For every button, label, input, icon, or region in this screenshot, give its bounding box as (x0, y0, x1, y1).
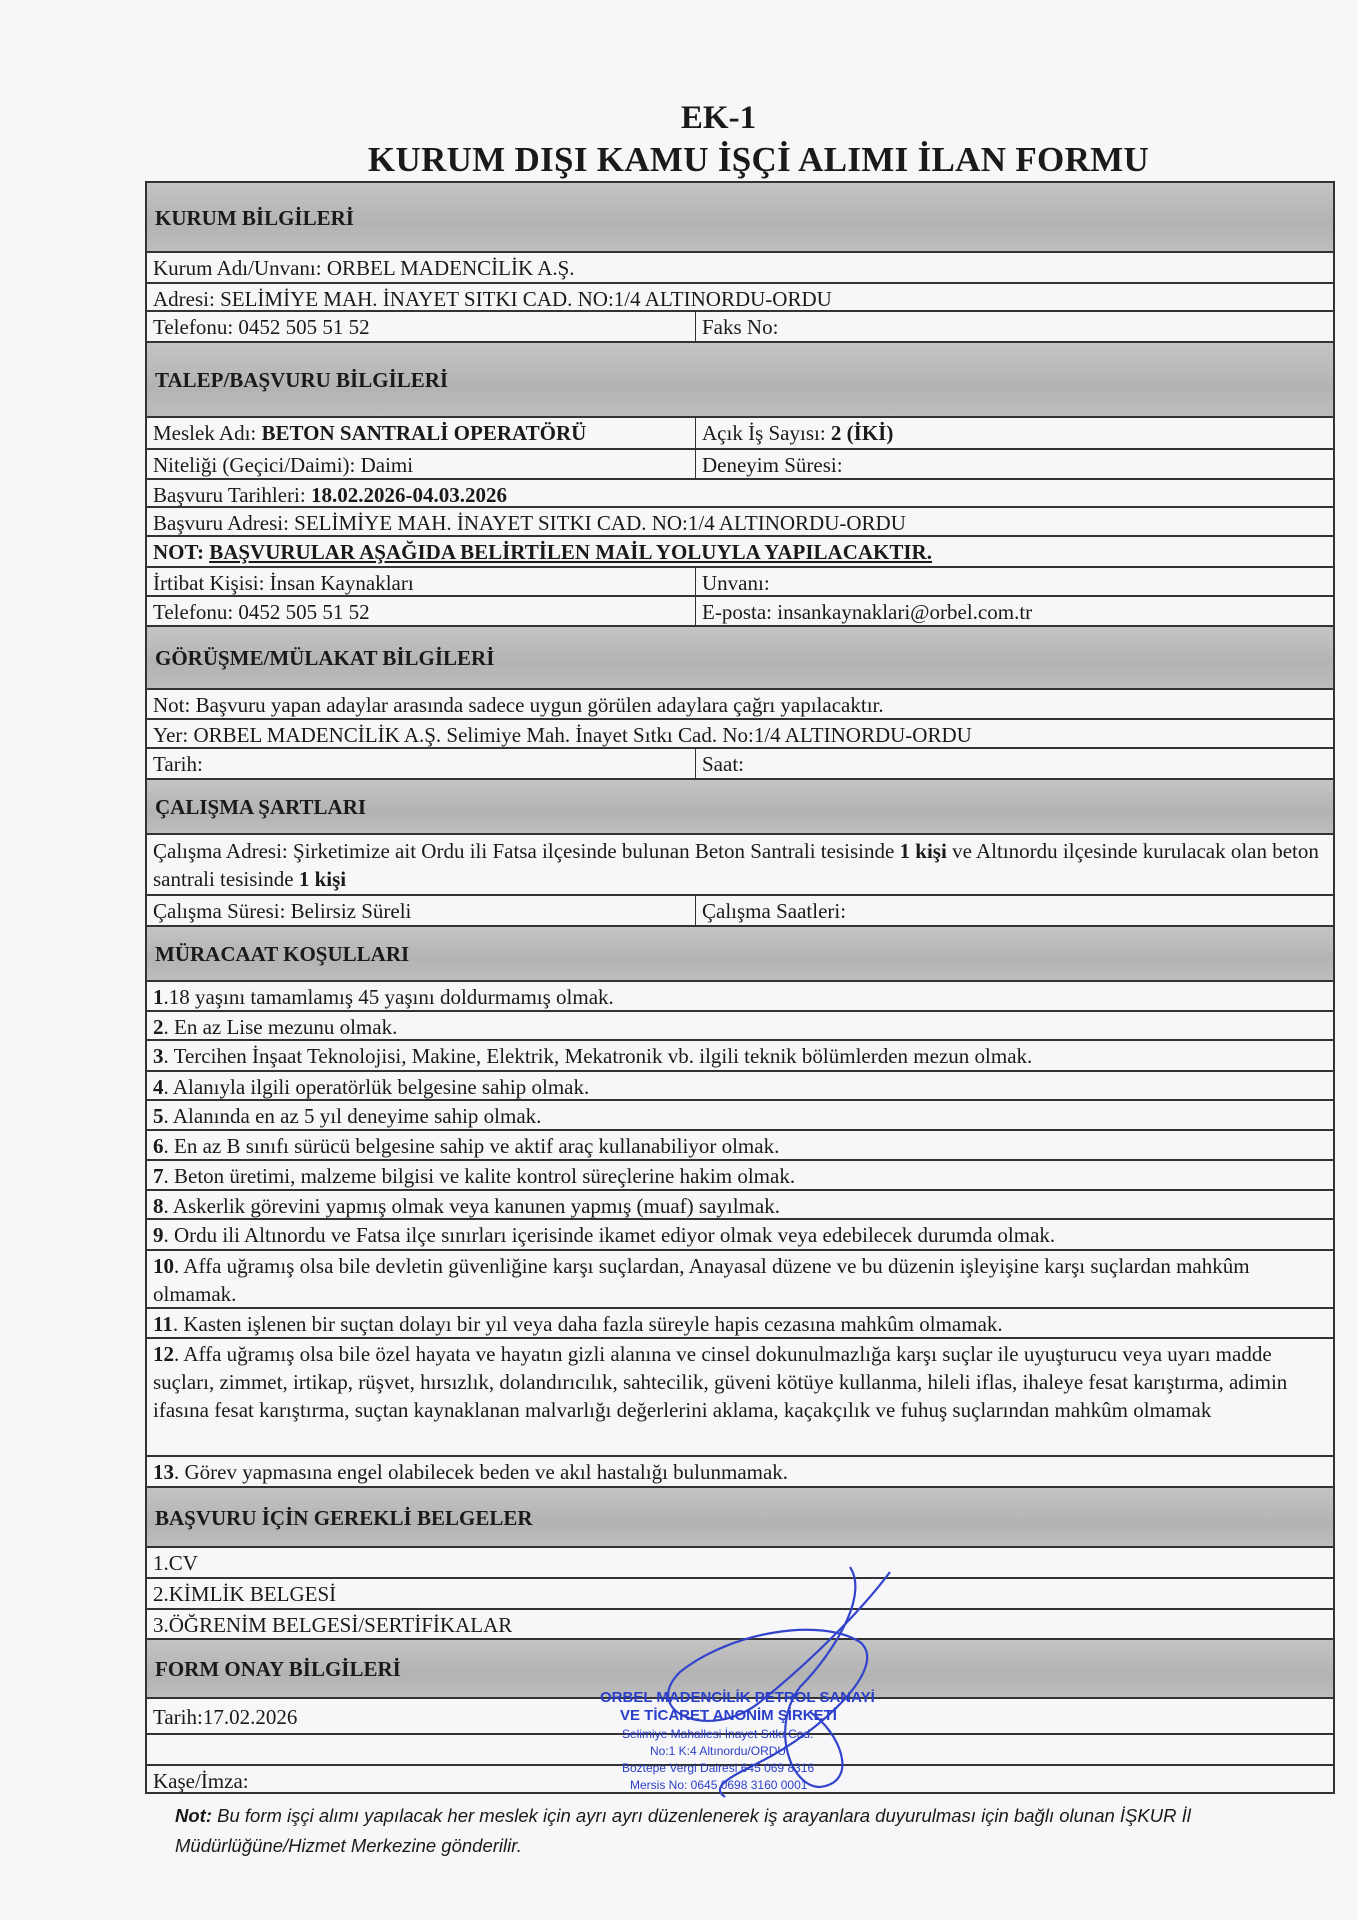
application-address: Başvuru Adresi: SELİMİYE MAH. İNAYET SITKI CAD. NO:1/4 ALTINORDU-ORDU (153, 511, 906, 535)
stamp-line: Boztepe Vergi Dairesi 645 069 8316 (622, 1761, 815, 1775)
work-duration: Çalışma Süresi: Belirsiz Süreli (147, 896, 696, 925)
open-positions: Açık İş Sayısı: 2 (İKİ) (702, 421, 894, 445)
condition-number: 9 (153, 1223, 164, 1247)
section-heading: BAŞVURU İÇİN GEREKLİ BELGELER (155, 1505, 533, 1530)
work-address: Çalışma Adresi: Şirketimize ait Ordu ili Fatsa ilçesinde bulunan Beton Santrali tesisinde 1 kişi ve Altınordu ilçesinde kurulacak olan beton santrali tesisinde 1 kişi (153, 839, 1319, 891)
contact-email: E-posta: insankaynaklari@orbel.com.tr (702, 600, 1033, 624)
section-calisma (147, 780, 1333, 835)
annex-label: EK-1 (680, 100, 757, 136)
section-heading: MÜRACAAT KOŞULLARI (155, 942, 410, 966)
condition-item (147, 1220, 1333, 1251)
document-item: 1.CV (153, 1551, 198, 1575)
condition-text: 13. Görev yapmasına engel olabilecek beden ve akıl hastalığı bulunmamak. (153, 1460, 789, 1484)
condition-text: 8. Askerlik görevini yapmış olmak veya kanunen yapmış (muaf) sayılmak. (153, 1194, 780, 1218)
condition-number: 10 (153, 1254, 174, 1278)
section-heading: KURUM BİLGİLERİ (155, 205, 354, 230)
condition-number: 4 (153, 1075, 164, 1099)
condition-text: 6. En az B sınıfı sürücü belgesine sahip ve aktif araç kullanabiliyor olmak. (153, 1134, 780, 1158)
job-name: Meslek Adı: BETON SANTRALİ OPERATÖRÜ (147, 418, 696, 448)
application-dates: Başvuru Tarihleri: 18.02.2026-04.03.2026 (153, 483, 507, 506)
page-title: KURUM DIŞI KAMU İŞÇİ ALIMI İLAN FORMU (367, 140, 1150, 179)
condition-text: 7. Beton üretimi, malzeme bilgisi ve kalite kontrol süreçlerine hakim olmak. (153, 1164, 796, 1188)
condition-text: 4. Alanıyla ilgili operatörlük belgesine sahip olmak. (153, 1075, 590, 1099)
condition-item (147, 1457, 1333, 1488)
condition-item (147, 1131, 1333, 1161)
condition-item (147, 1072, 1333, 1101)
section-belgeler (147, 1488, 1333, 1548)
job-name-value: BETON SANTRALİ OPERATÖRÜ (261, 421, 587, 445)
approval-empty-row (147, 1735, 1333, 1764)
stamp-line: ORBEL MADENCİLİK PETROL SANAYİ (600, 1689, 875, 1706)
condition-number: 1 (153, 985, 164, 1009)
approval-stamp-signature: Kaşe/İmza: (153, 1769, 249, 1792)
interview-place: Yer: ORBEL MADENCİLİK A.Ş. Selimiye Mah. İnayet Sıtkı Cad. No:1/4 ALTINORDU-ORDU (153, 723, 972, 747)
contact-phone: Telefonu: 0452 505 51 52 (147, 597, 696, 625)
institution-phone: Telefonu: 0452 505 51 52 (147, 312, 696, 341)
stamp-line: Mersis No: 0645 0698 3160 0001 (630, 1778, 808, 1792)
condition-item (147, 1041, 1333, 1072)
section-gorusme (147, 627, 1333, 690)
contact-person: İrtibat Kişisi: İnsan Kaynakları (147, 568, 696, 595)
contact-title: Unvanı: (702, 571, 770, 595)
condition-number: 12 (153, 1342, 174, 1366)
stamp-line: Selimiye Mahallesi İnayet Sıtkı Cad. (622, 1727, 814, 1741)
condition-item (147, 1161, 1333, 1191)
condition-item (147, 1191, 1333, 1220)
section-heading: FORM ONAY BİLGİLERİ (155, 1657, 401, 1681)
interview-time: Saat: (702, 752, 744, 776)
stamp-line: VE TİCARET ANONİM ŞİRKETİ (620, 1707, 837, 1724)
open-positions-value: 2 (İKİ) (830, 421, 894, 445)
section-heading: GÖRÜŞME/MÜLAKAT BİLGİLERİ (155, 646, 495, 670)
condition-number: 13 (153, 1460, 174, 1484)
document-item: 2.KİMLİK BELGESİ (153, 1582, 337, 1606)
condition-text: 3. Tercihen İnşaat Teknolojisi, Makine, Elektrik, Mekatronik vb. ilgili teknik bölümlerden mezun olmak. (153, 1044, 1033, 1068)
condition-text: 9. Ordu ili Altınordu ve Fatsa ilçe sınırları içerisinde ikamet ediyor olmak veya edebilecek durumda olmak. (153, 1223, 1056, 1247)
document-item: 3.ÖĞRENİM BELGESİ/SERTİFİKALAR (153, 1613, 513, 1637)
condition-text: 1.18 yaşını tamamlamış 45 yaşını doldurmamış olmak. (153, 985, 614, 1009)
condition-text: 11. Kasten işlenen bir suçtan dolayı bir yıl veya daha fazla süreyle hapis cezasına mahkûm olmamak. (153, 1312, 1003, 1336)
section-muracaat (147, 927, 1333, 982)
condition-text: 12. Affa uğramış olsa bile özel hayata ve hayatın gizli alanına ve cinsel dokunulmazlığa karşı suçlar ile uyuşturucu veya uyarı madde suçları, zimmet, irtikap, rüşvet, hırsızlık, dolandırıcılık, sahtecilik, güveni kötüye kullanma, hileli iflas, ihaleye fesat karıştırma, adimin ifasına fesat karıştırma, suçtan kaynaklanan malvarlığı değerlerini aklama, kaçakçılık ve fuhuş suçlarından mahkûm olmamak (153, 1342, 1288, 1422)
interview-note: Not: Başvuru yapan adaylar arasında sadece uygun görülen adaylara çağrı yapılacaktır. (153, 693, 884, 717)
institution-name: Kurum Adı/Unvanı: ORBEL MADENCİLİK A.Ş. (153, 256, 575, 280)
condition-number: 8 (153, 1194, 164, 1218)
condition-item (147, 1101, 1333, 1131)
announcement-form (145, 181, 1335, 1794)
condition-item (147, 982, 1333, 1012)
job-type: Niteliği (Geçici/Daimi): Daimi (147, 450, 696, 478)
conditions-list (147, 982, 1333, 1488)
institution-fax: Faks No: (702, 315, 779, 339)
condition-number: 11 (153, 1312, 173, 1336)
condition-number: 6 (153, 1134, 164, 1158)
section-talep (147, 343, 1333, 418)
application-dates-value: 18.02.2026-04.03.2026 (310, 483, 507, 506)
institution-address: Adresi: SELİMİYE MAH. İNAYET SITKI CAD. NO:1/4 ALTINORDU-ORDU (153, 287, 832, 310)
condition-text: 2. En az Lise mezunu olmak. (153, 1015, 398, 1039)
approval-date: Tarih:17.02.2026 (153, 1704, 298, 1729)
condition-item (147, 1251, 1333, 1309)
stamp-line: No:1 K:4 Altınordu/ORDU (650, 1744, 787, 1758)
condition-item (147, 1012, 1333, 1041)
section-onay (147, 1640, 1333, 1699)
section-kurum (147, 183, 1333, 253)
section-heading: ÇALIŞMA ŞARTLARI (155, 795, 367, 819)
work-hours: Çalışma Saatleri: (702, 899, 847, 923)
condition-number: 7 (153, 1164, 164, 1188)
condition-text: 5. Alanında en az 5 yıl deneyime sahip olmak. (153, 1104, 542, 1128)
application-note: NOT: BAŞVURULAR AŞAĞIDA BELİRTİLEN MAİL YOLUYLA YAPILACAKTIR. (153, 540, 932, 564)
interview-date: Tarih: (147, 749, 696, 778)
condition-text: 10. Affa uğramış olsa bile devletin güvenliğine karşı suçlardan, Anayasal düzene ve bu düzenin işleyişine karşı suçlardan mahkûm olmamak. (153, 1254, 1250, 1306)
condition-number: 3 (153, 1044, 164, 1068)
condition-number: 5 (153, 1104, 164, 1128)
section-heading: TALEP/BAŞVURU BİLGİLERİ (155, 368, 449, 392)
condition-item (147, 1339, 1333, 1457)
condition-item (147, 1309, 1333, 1339)
condition-number: 2 (153, 1015, 164, 1039)
footer-note: Not: Bu form işçi alımı yapılacak her meslek için ayrı ayrı düzenlenerek iş arayanlara duyurulması için bağlı olunan İŞKUR İl Müdürlüğüne/Hizmet Merkezine gönderilir. (175, 1805, 1191, 1856)
experience: Deneyim Süresi: (702, 453, 843, 477)
